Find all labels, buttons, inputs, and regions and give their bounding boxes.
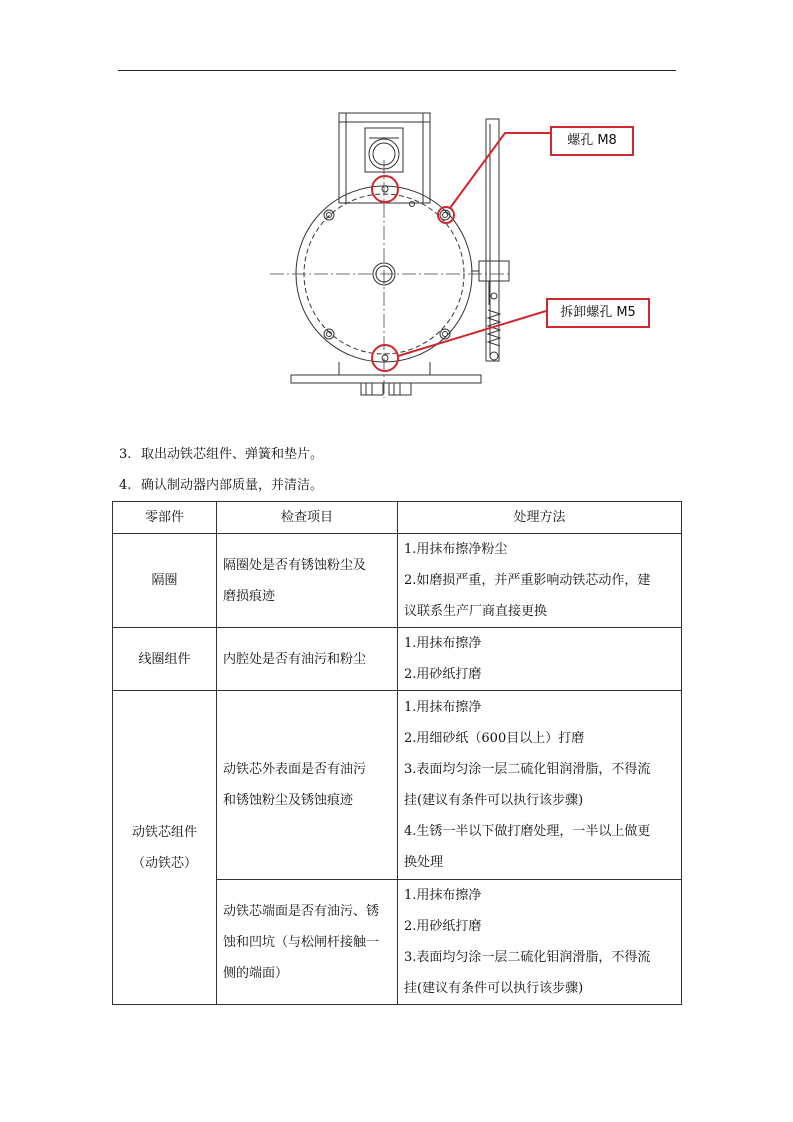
method-text: 3.表面均匀涂一层二硫化钼润滑脂，不得流 [404,762,651,777]
cell-part [113,628,217,691]
item-text: 动铁芯外表面是否有油污 [223,762,367,777]
part-text: 动铁芯组件 [131,824,197,840]
method-text: 2.用砂纸打磨 [404,667,482,682]
inspection-table [112,501,682,1005]
cell-item [217,628,398,691]
cell-part [113,691,217,1005]
callout-circle-m8-top [372,176,398,202]
step-text: 确认制动器内部质量，并清洁。 [141,478,324,493]
item-text: 隔圈处是否有锈蚀粉尘及 [223,557,367,573]
method-text: 换处理 [404,855,444,870]
table-header-row [113,502,682,534]
method-text: 2.如磨损严重，并严重影响动铁芯动作，建 [404,573,651,588]
header-item: 检查项目 [217,502,398,534]
header-rule [118,70,676,71]
method-text: 2.用砂纸打磨 [404,919,482,934]
method-text: 2.用细砂纸（600目以上）打磨 [404,731,585,746]
item-text: 磨损痕迹 [223,588,276,604]
callout-circle-m5-bottom [372,345,398,371]
leader-m5 [398,311,546,356]
method-text: 1.用抹布擦净 [404,888,482,903]
cell-part [113,534,217,628]
method-text: 挂(建议有条件可以执行该步骤) [404,793,584,808]
cell-method [398,880,682,1005]
cell-item [217,880,398,1005]
cell-method [398,534,682,628]
item-text: 和锈蚀粉尘及锈蚀痕迹 [223,793,354,808]
callout-label-m5: 拆卸螺孔 M5 [546,298,650,328]
method-text: 3.表面均匀涂一层二硫化钼润滑脂，不得流 [404,950,651,965]
part-text: （动铁芯） [131,855,197,871]
terminal-box [339,113,430,203]
item-text: 侧的端面） [223,965,289,981]
step-number: 4. [119,478,132,493]
cell-item [217,691,398,880]
table-row [113,691,682,880]
method-text: 1.用抹布擦净 [404,700,482,715]
table-row [113,534,682,628]
callout-label-m8: 螺孔 M8 [550,126,634,156]
step-number: 3. [119,447,132,462]
part-text: 线圈组件 [138,651,191,667]
part-text: 隔圈 [151,573,178,588]
leader-m8 [450,133,550,208]
cell-method [398,628,682,691]
step-text: 取出动铁芯组件、弹簧和垫片。 [141,447,324,462]
method-text: 议联系生产厂商直接更换 [404,604,548,619]
method-text: 1.用抹布擦净 [404,636,482,651]
table-row [113,628,682,691]
item-text: 动铁芯端面是否有油污、锈 [223,903,380,919]
cell-method [398,691,682,880]
header-part: 零部件 [113,502,217,534]
step-4 [119,477,323,495]
method-text: 4.生锈一半以下做打磨处理，一半以上做更 [404,824,651,839]
method-text: 挂(建议有条件可以执行该步骤) [404,981,584,996]
cell-item [217,534,398,628]
step-3 [119,446,323,464]
item-text: 蚀和凹坑（与松闸杆接触一 [223,934,380,950]
item-text: 内腔处是否有油污和粉尘 [223,651,367,667]
header-method: 处理方法 [398,502,682,534]
base-plate [291,375,481,383]
method-text: 1.用抹布擦净粉尘 [404,542,508,557]
